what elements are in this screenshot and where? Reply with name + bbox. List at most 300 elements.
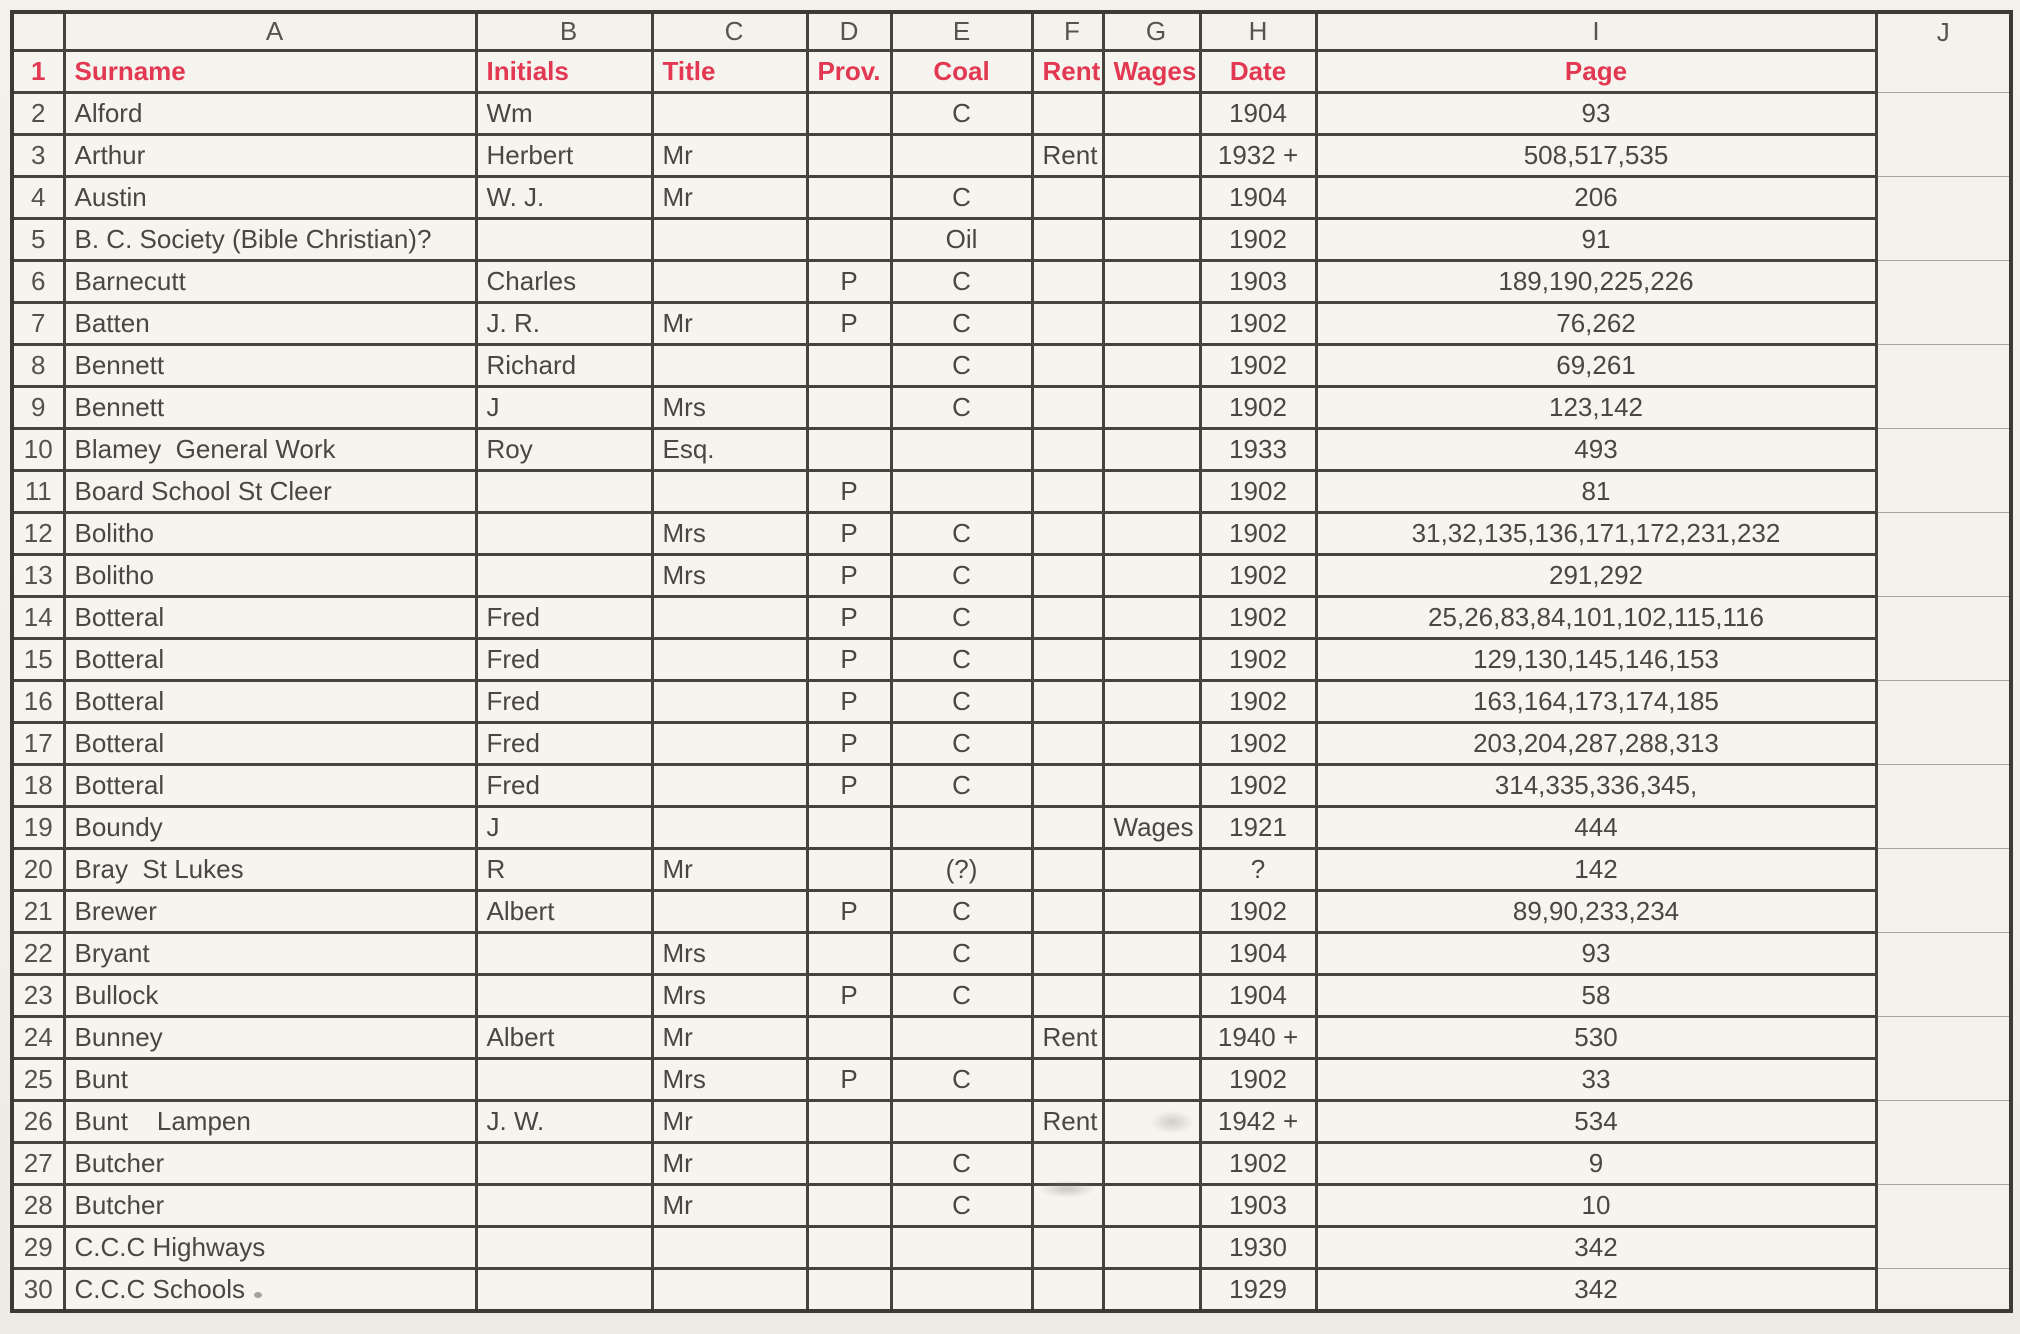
cell-B16: Fred: [476, 681, 652, 723]
row-13: [12, 555, 2011, 597]
cell-D2: [807, 93, 891, 135]
cell-C25: Mrs: [652, 1059, 807, 1101]
cell-E23: C: [891, 975, 1032, 1017]
cell-A29: C.C.C Highways: [64, 1227, 476, 1269]
row-number-2: 2: [12, 93, 64, 135]
cell-J15: [1876, 639, 2011, 681]
cell-E8: C: [891, 345, 1032, 387]
cell-I21: 89,90,233,234: [1316, 891, 1876, 933]
cell-C13: Mrs: [652, 555, 807, 597]
cell-C22: Mrs: [652, 933, 807, 975]
cell-C17: [652, 723, 807, 765]
cell-H27: 1902: [1200, 1143, 1316, 1185]
cell-B6: Charles: [476, 261, 652, 303]
cell-A28: Butcher: [64, 1185, 476, 1227]
cell-F1: Rent: [1032, 51, 1103, 93]
column-letter-G: G: [1103, 12, 1200, 51]
cell-H13: 1902: [1200, 555, 1316, 597]
cell-D30: [807, 1269, 891, 1312]
cell-E28: C: [891, 1185, 1032, 1227]
column-letter-E: E: [891, 12, 1032, 51]
cell-G12: [1103, 513, 1200, 555]
row-6: [12, 261, 2011, 303]
cell-B25: [476, 1059, 652, 1101]
row-number-19: 19: [12, 807, 64, 849]
cell-I26: 534: [1316, 1101, 1876, 1143]
cell-F4: [1032, 177, 1103, 219]
row-28: [12, 1185, 2011, 1227]
cell-A16: Botteral: [64, 681, 476, 723]
row-number-3: 3: [12, 135, 64, 177]
cell-I30: 342: [1316, 1269, 1876, 1312]
cell-B10: Roy: [476, 429, 652, 471]
cell-E27: C: [891, 1143, 1032, 1185]
cell-F17: [1032, 723, 1103, 765]
cell-C21: [652, 891, 807, 933]
cell-G30: [1103, 1269, 1200, 1312]
cell-F14: [1032, 597, 1103, 639]
cell-H30: 1929: [1200, 1269, 1316, 1312]
cell-H15: 1902: [1200, 639, 1316, 681]
cell-D27: [807, 1143, 891, 1185]
cell-C30: [652, 1269, 807, 1312]
cell-J24: [1876, 1017, 2011, 1059]
cell-D1: Prov.: [807, 51, 891, 93]
cell-H25: 1902: [1200, 1059, 1316, 1101]
cell-C19: [652, 807, 807, 849]
cell-B3: Herbert: [476, 135, 652, 177]
cell-C28: Mr: [652, 1185, 807, 1227]
row-number-6: 6: [12, 261, 64, 303]
cell-E10: [891, 429, 1032, 471]
cell-E22: C: [891, 933, 1032, 975]
cell-B28: [476, 1185, 652, 1227]
cell-G3: [1103, 135, 1200, 177]
cell-A2: Alford: [64, 93, 476, 135]
cell-G16: [1103, 681, 1200, 723]
cell-H4: 1904: [1200, 177, 1316, 219]
cell-G8: [1103, 345, 1200, 387]
cell-C15: [652, 639, 807, 681]
row-number-25: 25: [12, 1059, 64, 1101]
cell-B8: Richard: [476, 345, 652, 387]
row-number-18: 18: [12, 765, 64, 807]
cell-A30: C.C.C Schools: [64, 1269, 476, 1312]
row-number-11: 11: [12, 471, 64, 513]
cell-A14: Botteral: [64, 597, 476, 639]
row-16: [12, 681, 2011, 723]
cell-A23: Bullock: [64, 975, 476, 1017]
cell-F19: [1032, 807, 1103, 849]
cell-E3: [891, 135, 1032, 177]
cell-D21: P: [807, 891, 891, 933]
cell-H1: Date: [1200, 51, 1316, 93]
row-number-5: 5: [12, 219, 64, 261]
row-12: [12, 513, 2011, 555]
cell-C9: Mrs: [652, 387, 807, 429]
cell-D17: P: [807, 723, 891, 765]
cell-E18: C: [891, 765, 1032, 807]
row-number-23: 23: [12, 975, 64, 1017]
cell-G2: [1103, 93, 1200, 135]
cell-E20: (?): [891, 849, 1032, 891]
column-letter-D: D: [807, 12, 891, 51]
cell-G24: [1103, 1017, 1200, 1059]
cell-C16: [652, 681, 807, 723]
column-letter-F: F: [1032, 12, 1103, 51]
cell-D19: [807, 807, 891, 849]
row-number-7: 7: [12, 303, 64, 345]
cell-C6: [652, 261, 807, 303]
cell-I24: 530: [1316, 1017, 1876, 1059]
cell-I4: 206: [1316, 177, 1876, 219]
cell-J16: [1876, 681, 2011, 723]
cell-J11: [1876, 471, 2011, 513]
cell-F23: [1032, 975, 1103, 1017]
cell-A5: B. C. Society (Bible Christian)?: [64, 219, 476, 261]
cell-F24: Rent: [1032, 1017, 1103, 1059]
cell-I27: 9: [1316, 1143, 1876, 1185]
cell-J17: [1876, 723, 2011, 765]
row-number-12: 12: [12, 513, 64, 555]
cell-B21: Albert: [476, 891, 652, 933]
row-11: [12, 471, 2011, 513]
cell-C7: Mr: [652, 303, 807, 345]
cell-F26: Rent: [1032, 1101, 1103, 1143]
cell-B13: [476, 555, 652, 597]
column-letter-C: C: [652, 12, 807, 51]
cell-D25: P: [807, 1059, 891, 1101]
cell-G23: [1103, 975, 1200, 1017]
row-number-10: 10: [12, 429, 64, 471]
cell-C3: Mr: [652, 135, 807, 177]
cell-A27: Butcher: [64, 1143, 476, 1185]
cell-F9: [1032, 387, 1103, 429]
cell-G19: Wages: [1103, 807, 1200, 849]
cell-F7: [1032, 303, 1103, 345]
cell-I3: 508,517,535: [1316, 135, 1876, 177]
cell-F8: [1032, 345, 1103, 387]
cell-J21: [1876, 891, 2011, 933]
column-letter-J: J: [1876, 12, 2011, 51]
cell-E21: C: [891, 891, 1032, 933]
cell-A12: Bolitho: [64, 513, 476, 555]
cell-H16: 1902: [1200, 681, 1316, 723]
cell-A11: Board School St Cleer: [64, 471, 476, 513]
cell-B30: [476, 1269, 652, 1312]
cell-B12: [476, 513, 652, 555]
cell-D15: P: [807, 639, 891, 681]
row-number-16: 16: [12, 681, 64, 723]
cell-E1: Coal: [891, 51, 1032, 93]
cell-E6: C: [891, 261, 1032, 303]
cell-I6: 189,190,225,226: [1316, 261, 1876, 303]
row-number-15: 15: [12, 639, 64, 681]
cell-E14: C: [891, 597, 1032, 639]
row-15: [12, 639, 2011, 681]
cell-E24: [891, 1017, 1032, 1059]
cell-B17: Fred: [476, 723, 652, 765]
row-19: [12, 807, 2011, 849]
row-5: [12, 219, 2011, 261]
row-number-24: 24: [12, 1017, 64, 1059]
cell-G11: [1103, 471, 1200, 513]
cell-J9: [1876, 387, 2011, 429]
cell-F15: [1032, 639, 1103, 681]
cell-D3: [807, 135, 891, 177]
cell-A9: Bennett: [64, 387, 476, 429]
cell-I13: 291,292: [1316, 555, 1876, 597]
cell-I9: 123,142: [1316, 387, 1876, 429]
row-number-22: 22: [12, 933, 64, 975]
cell-H11: 1902: [1200, 471, 1316, 513]
cell-B15: Fred: [476, 639, 652, 681]
cell-E11: [891, 471, 1032, 513]
cell-A22: Bryant: [64, 933, 476, 975]
cell-F12: [1032, 513, 1103, 555]
cell-G28: [1103, 1185, 1200, 1227]
cell-E16: C: [891, 681, 1032, 723]
cell-A18: Botteral: [64, 765, 476, 807]
cell-I10: 493: [1316, 429, 1876, 471]
cell-B4: W. J.: [476, 177, 652, 219]
cell-H19: 1921: [1200, 807, 1316, 849]
cell-F21: [1032, 891, 1103, 933]
cell-I14: 25,26,83,84,101,102,115,116: [1316, 597, 1876, 639]
cell-A3: Arthur: [64, 135, 476, 177]
row-26: [12, 1101, 2011, 1143]
cell-A26: Bunt Lampen: [64, 1101, 476, 1143]
cell-J14: [1876, 597, 2011, 639]
cell-A24: Bunney: [64, 1017, 476, 1059]
cell-G10: [1103, 429, 1200, 471]
cell-D23: P: [807, 975, 891, 1017]
cell-A21: Brewer: [64, 891, 476, 933]
cell-D5: [807, 219, 891, 261]
cell-G15: [1103, 639, 1200, 681]
cell-J13: [1876, 555, 2011, 597]
cell-B26: J. W.: [476, 1101, 652, 1143]
cell-E12: C: [891, 513, 1032, 555]
cell-D12: P: [807, 513, 891, 555]
row-9: [12, 387, 2011, 429]
row-number-1: 1: [12, 51, 64, 93]
row-25: [12, 1059, 2011, 1101]
cell-F28: [1032, 1185, 1103, 1227]
cell-G25: [1103, 1059, 1200, 1101]
cell-B7: J. R.: [476, 303, 652, 345]
cell-G1: Wages: [1103, 51, 1200, 93]
cell-B20: R: [476, 849, 652, 891]
cell-C1: Title: [652, 51, 807, 93]
cell-B1: Initials: [476, 51, 652, 93]
cell-G6: [1103, 261, 1200, 303]
row-number-27: 27: [12, 1143, 64, 1185]
row-24: [12, 1017, 2011, 1059]
cell-E4: C: [891, 177, 1032, 219]
cell-C12: Mrs: [652, 513, 807, 555]
cell-G21: [1103, 891, 1200, 933]
cell-J25: [1876, 1059, 2011, 1101]
cell-I19: 444: [1316, 807, 1876, 849]
cell-F5: [1032, 219, 1103, 261]
cell-I1: Page: [1316, 51, 1876, 93]
cell-C18: [652, 765, 807, 807]
cell-H9: 1902: [1200, 387, 1316, 429]
cell-B2: Wm: [476, 93, 652, 135]
cell-J8: [1876, 345, 2011, 387]
cell-I20: 142: [1316, 849, 1876, 891]
cell-A1: Surname: [64, 51, 476, 93]
cell-H7: 1902: [1200, 303, 1316, 345]
cell-G27: [1103, 1143, 1200, 1185]
cell-I29: 342: [1316, 1227, 1876, 1269]
row-number-13: 13: [12, 555, 64, 597]
cell-H12: 1902: [1200, 513, 1316, 555]
cell-G22: [1103, 933, 1200, 975]
cell-J19: [1876, 807, 2011, 849]
cell-D8: [807, 345, 891, 387]
cell-F22: [1032, 933, 1103, 975]
cell-E17: C: [891, 723, 1032, 765]
cell-D7: P: [807, 303, 891, 345]
row-number-21: 21: [12, 891, 64, 933]
cell-G18: [1103, 765, 1200, 807]
cell-I7: 76,262: [1316, 303, 1876, 345]
cell-D20: [807, 849, 891, 891]
cell-G7: [1103, 303, 1200, 345]
cell-I15: 129,130,145,146,153: [1316, 639, 1876, 681]
cell-E30: [891, 1269, 1032, 1312]
cell-G17: [1103, 723, 1200, 765]
cell-I17: 203,204,287,288,313: [1316, 723, 1876, 765]
cell-D16: P: [807, 681, 891, 723]
cell-A17: Botteral: [64, 723, 476, 765]
row-number-17: 17: [12, 723, 64, 765]
cell-B18: Fred: [476, 765, 652, 807]
cell-J4: [1876, 177, 2011, 219]
cell-A6: Barnecutt: [64, 261, 476, 303]
row-21: [12, 891, 2011, 933]
cell-F20: [1032, 849, 1103, 891]
cell-J10: [1876, 429, 2011, 471]
cell-F10: [1032, 429, 1103, 471]
spreadsheet-table: [10, 10, 2013, 1313]
cell-H17: 1902: [1200, 723, 1316, 765]
cell-C11: [652, 471, 807, 513]
row-number-26: 26: [12, 1101, 64, 1143]
cell-J22: [1876, 933, 2011, 975]
row-23: [12, 975, 2011, 1017]
cell-H14: 1902: [1200, 597, 1316, 639]
row-20: [12, 849, 2011, 891]
cell-A8: Bennett: [64, 345, 476, 387]
cell-G20: [1103, 849, 1200, 891]
cell-H26: 1942 +: [1200, 1101, 1316, 1143]
cell-A25: Bunt: [64, 1059, 476, 1101]
cell-E2: C: [891, 93, 1032, 135]
cell-D13: P: [807, 555, 891, 597]
cell-I18: 314,335,336,345,: [1316, 765, 1876, 807]
cell-B19: J: [476, 807, 652, 849]
row-1: [12, 51, 2011, 93]
cell-G26: [1103, 1101, 1200, 1143]
cell-F29: [1032, 1227, 1103, 1269]
cell-J27: [1876, 1143, 2011, 1185]
cell-I23: 58: [1316, 975, 1876, 1017]
cell-I25: 33: [1316, 1059, 1876, 1101]
cell-C20: Mr: [652, 849, 807, 891]
row-30: [12, 1269, 2011, 1312]
cell-J5: [1876, 219, 2011, 261]
cell-J28: [1876, 1185, 2011, 1227]
row-4: [12, 177, 2011, 219]
cell-C26: Mr: [652, 1101, 807, 1143]
cell-C5: [652, 219, 807, 261]
cell-D28: [807, 1185, 891, 1227]
cell-F11: [1032, 471, 1103, 513]
cell-D14: P: [807, 597, 891, 639]
cell-F2: [1032, 93, 1103, 135]
row-14: [12, 597, 2011, 639]
cell-F3: Rent: [1032, 135, 1103, 177]
cell-A19: Boundy: [64, 807, 476, 849]
cell-H2: 1904: [1200, 93, 1316, 135]
cell-I28: 10: [1316, 1185, 1876, 1227]
corner-cell: [12, 12, 64, 51]
cell-A20: Bray St Lukes: [64, 849, 476, 891]
cell-C24: Mr: [652, 1017, 807, 1059]
cell-H8: 1902: [1200, 345, 1316, 387]
cell-H28: 1903: [1200, 1185, 1316, 1227]
cell-E13: C: [891, 555, 1032, 597]
row-3: [12, 135, 2011, 177]
cell-J23: [1876, 975, 2011, 1017]
cell-D22: [807, 933, 891, 975]
row-number-29: 29: [12, 1227, 64, 1269]
cell-C27: Mr: [652, 1143, 807, 1185]
cell-G5: [1103, 219, 1200, 261]
cell-G29: [1103, 1227, 1200, 1269]
cell-I22: 93: [1316, 933, 1876, 975]
cell-A13: Bolitho: [64, 555, 476, 597]
column-letters-row: [12, 12, 2011, 51]
row-number-20: 20: [12, 849, 64, 891]
cell-I2: 93: [1316, 93, 1876, 135]
cell-B27: [476, 1143, 652, 1185]
cell-E29: [891, 1227, 1032, 1269]
cell-A15: Botteral: [64, 639, 476, 681]
cell-B9: J: [476, 387, 652, 429]
cell-G9: [1103, 387, 1200, 429]
cell-F16: [1032, 681, 1103, 723]
cell-C29: [652, 1227, 807, 1269]
cell-D29: [807, 1227, 891, 1269]
cell-D24: [807, 1017, 891, 1059]
cell-A10: Blamey General Work: [64, 429, 476, 471]
cell-C10: Esq.: [652, 429, 807, 471]
cell-I5: 91: [1316, 219, 1876, 261]
cell-F30: [1032, 1269, 1103, 1312]
row-8: [12, 345, 2011, 387]
cell-F27: [1032, 1143, 1103, 1185]
column-letter-B: B: [476, 12, 652, 51]
cell-J1: [1876, 51, 2011, 93]
cell-H23: 1904: [1200, 975, 1316, 1017]
column-letter-H: H: [1200, 12, 1316, 51]
column-letter-I: I: [1316, 12, 1876, 51]
cell-H10: 1933: [1200, 429, 1316, 471]
